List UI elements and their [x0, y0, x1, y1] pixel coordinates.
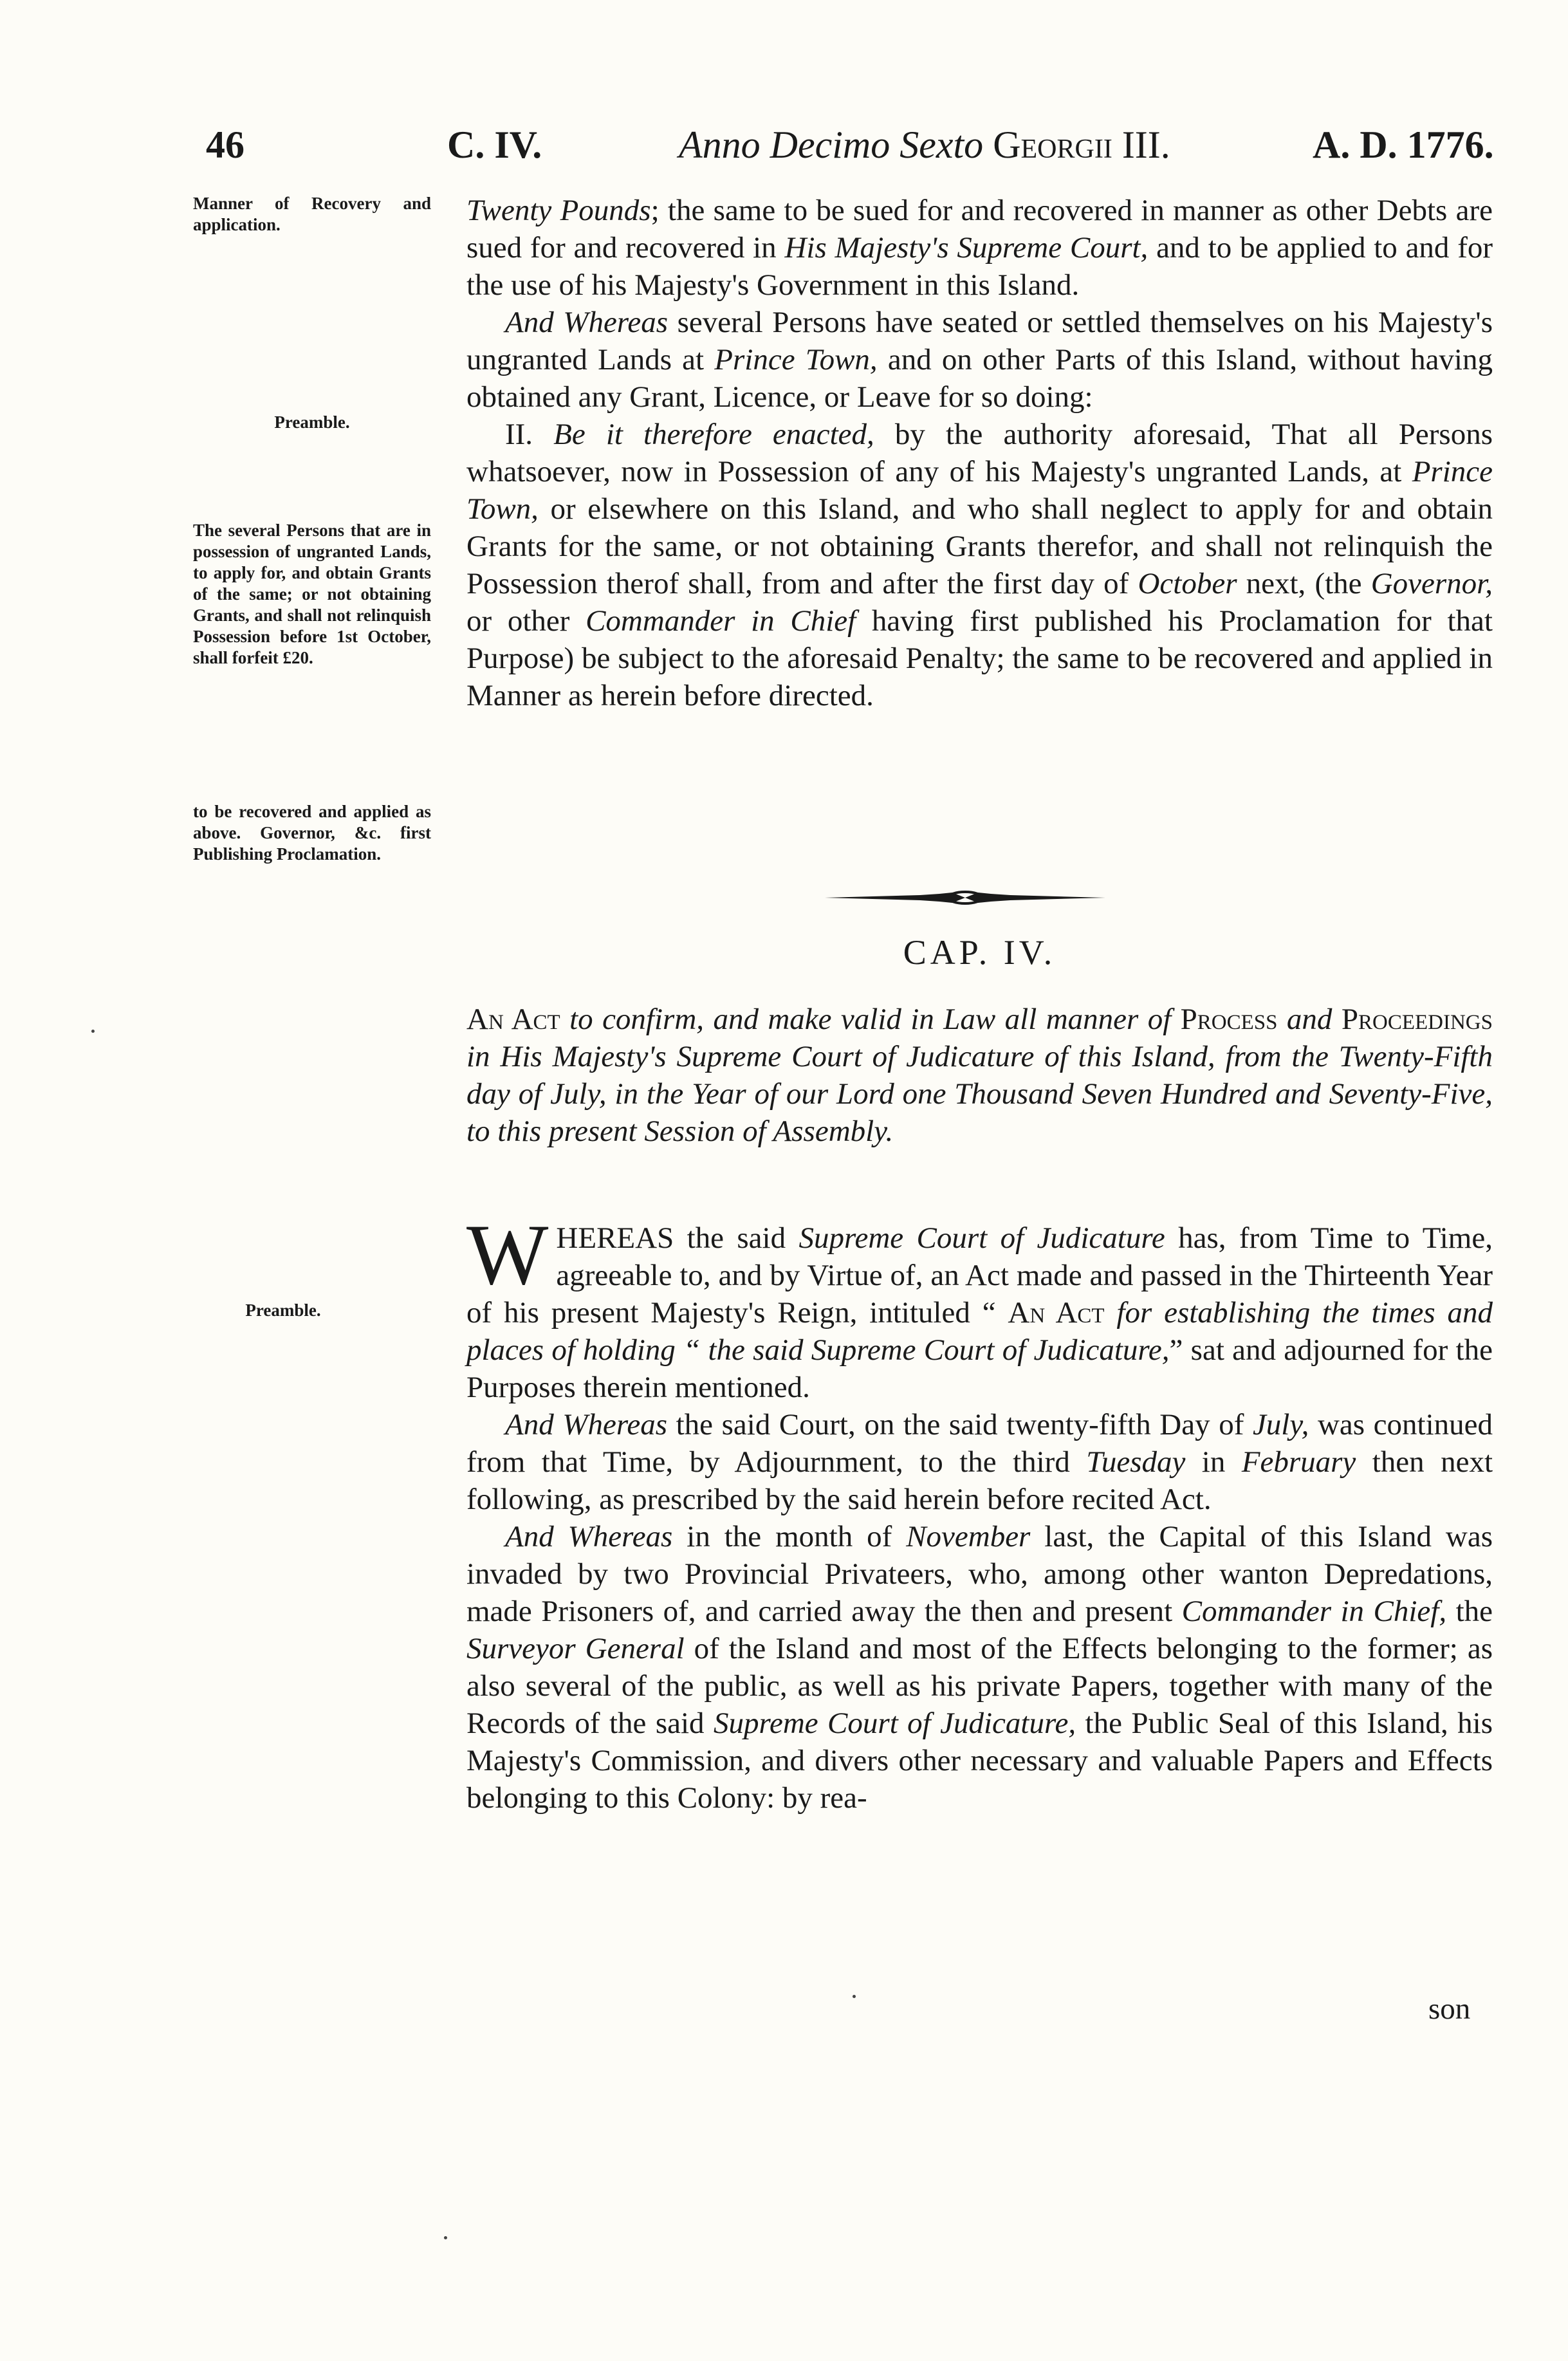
paragraph: And Whereas in the month of November last, the Capital of this Island was invaded by two Provincial Privateers, who, among other wanton Depredations, made Prisoners of, and carried away the then and present Commander in Chief, the Surveyor General of the Island and most of the Effects belonging to the former; as also several of the public, as well as his private Papers, together with many of the Records of the said Supreme Court of Judicature, the Public Seal of this Island, his Majesty's Commission, and divers other necessary and valuable Papers and Effects belonging to this Colony: by rea-: [466, 1520, 1493, 1815]
paragraph: And Whereas the said Court, on the said twenty-fifth Day of July, was continued from that Time, by Adjournment, to the third Tuesday in February then next following, as prescribed by the said herein before recited Act.: [466, 1408, 1493, 1516]
paper-speck: [91, 1030, 95, 1033]
margin-note-several-persons: The several Persons that are in possession of ungranted Lands, to apply for, and obtain Grants of the same; or not obtaining Grants, and shall not relinquish Possession before 1st October, shall forfeit £20.: [193, 521, 431, 667]
paragraph: WHEREAS the said Supreme Court of Judicature has, from Time to Time, agreeable to, and by Virtue of, an Act made and passed in the Thirteenth Year of his present Majesty's Reign, intituled “ An Act for establishing the times and places of holding “ the said Supreme Court of Judicature,” sat and adjourned for the Purposes therein mentioned.: [466, 1207, 1493, 1404]
act-title: An Act to confirm, and make valid in Law all manner of Process and Proceedings in His Majesty's Supreme Court of Judicature of this Island, from the Twenty-Fifth day of July, in the Year of our Lord one Thousand Seven Hundred and Seventy-Five, to this present Session of Assembly.: [466, 1003, 1493, 1148]
section-two-text: [466, 1207, 1493, 1817]
ornament-rule: [824, 885, 1107, 911]
margin-note-preamble-2: Preamble.: [245, 1301, 321, 1320]
paragraph: II. Be it therefore enacted, by the authority aforesaid, That all Persons whatsoever, now in Possession of any of his Majesty's ungranted Lands, at Prince Town, or elsewhere on this Island, and who shall neglect to apply for and obtain Grants for the same, or not obtaining Grants therefor, and shall not relinquish the Possession therof shall, from and after the first day of October next, (the Governor, or other Commander in Chief having first published his Proclamation for that Purpose) be subject to the aforesaid Penalty; the same to be recovered and applied in Manner as herein before directed.: [466, 418, 1493, 712]
running-title: [679, 119, 1170, 171]
margin-note-recovery: Manner of Recovery and application.: [193, 194, 431, 234]
section-one-text: [466, 192, 1493, 714]
drop-cap: W: [466, 1207, 549, 1303]
paragraph: Twenty Pounds; the same to be sued for and recovered in manner as other Debts are sued for and recovered in His Majesty's Supreme Court, and to be applied to and for the use of his Majesty's Government in this Island.: [466, 194, 1493, 302]
paper-speck: [444, 2236, 447, 2239]
chapter-heading: CAP. IV.: [903, 933, 1056, 972]
running-chapter: C. IV.: [447, 124, 542, 166]
catchword: son: [1428, 1992, 1471, 2026]
running-year: A. D. 1776.: [1313, 124, 1494, 166]
paper-speck: [853, 1995, 856, 1998]
margin-note-recovered: to be recovered and applied as above. Governor, &c. first Publishing Proclamation.: [193, 802, 431, 864]
running-title-reign: Georgii III.: [993, 124, 1170, 166]
margin-note-preamble: Preamble.: [274, 412, 350, 432]
page-number: 46: [206, 124, 244, 166]
paragraph: And Whereas several Persons have seated or settled themselves on his Majesty's ungranted Lands at Prince Town, and on other Parts of this Island, without having obtained any Grant, Licence, or Leave for so doing:: [466, 306, 1493, 414]
running-title-italic: Anno Decimo Sexto: [679, 124, 984, 166]
